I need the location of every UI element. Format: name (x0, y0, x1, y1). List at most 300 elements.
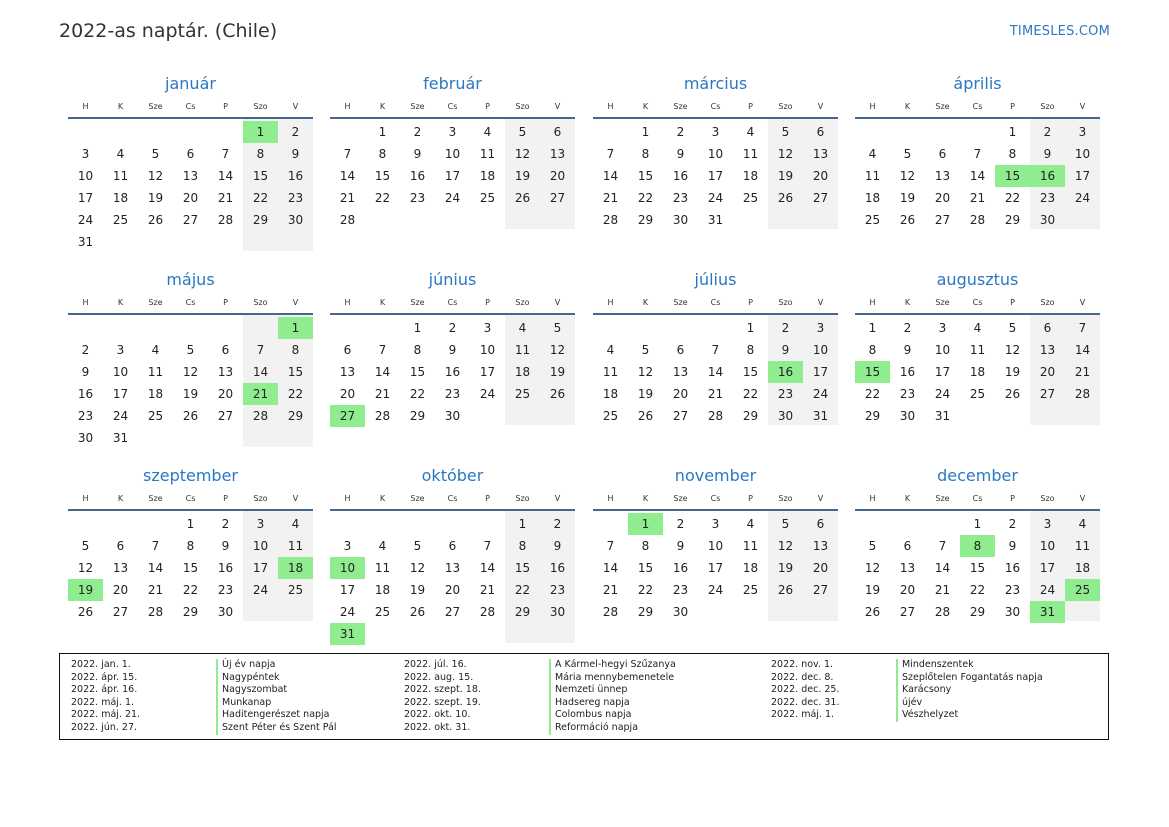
day-cell: 16 (672, 561, 689, 575)
month-name: május (166, 270, 215, 289)
day-cell: 1 (641, 125, 650, 139)
day-cell: 14 (602, 169, 619, 183)
day-cell: 18 (374, 583, 391, 597)
day-cell: 9 (81, 365, 90, 379)
day-cell: 3 (711, 517, 720, 531)
day-cell: 30 (77, 431, 94, 445)
weekday-header: V (554, 494, 561, 503)
weekday-header: K (379, 298, 386, 307)
day-cell: 1 (186, 517, 195, 531)
weekday-header: H (869, 298, 876, 307)
day-cell: 31 (934, 409, 951, 423)
month-name: december (937, 466, 1018, 485)
day-cell: 13 (672, 365, 689, 379)
header-rule (68, 509, 313, 511)
day-cell: 12 (899, 169, 916, 183)
day-cell: 15 (969, 561, 986, 575)
day-cell: 29 (514, 605, 531, 619)
day-cell: 9 (1043, 147, 1052, 161)
holiday-day-cell: 10 (330, 557, 365, 579)
month-december (855, 466, 1100, 656)
day-cell: 30 (672, 605, 689, 619)
weekday-header: Sze (410, 494, 425, 503)
day-cell: 26 (549, 387, 566, 401)
holiday-date: 2022. szept. 18. (404, 684, 481, 696)
weekday-header: Sze (935, 494, 950, 503)
holiday-day-cell: 8 (960, 535, 995, 557)
day-cell: 29 (1004, 213, 1021, 227)
day-cell: 25 (969, 387, 986, 401)
day-cell: 22 (514, 583, 531, 597)
month-name: október (421, 466, 484, 485)
day-cell: 18 (602, 387, 619, 401)
holiday-name: Karácsony (896, 684, 951, 697)
holiday-name: Szeplőtelen Fogantatás napja (896, 672, 1043, 685)
day-cell: 16 (672, 169, 689, 183)
day-cell: 29 (742, 409, 759, 423)
day-cell: 10 (1039, 539, 1056, 553)
day-cell: 7 (1078, 321, 1087, 335)
day-cell: 21 (1074, 365, 1091, 379)
holiday-name: Nagypéntek (216, 672, 280, 685)
holiday-date: 2022. jan. 1. (71, 659, 131, 670)
day-cell: 28 (1074, 387, 1091, 401)
day-cell: 1 (973, 517, 982, 531)
weekday-header: Sze (148, 102, 163, 111)
holiday-date: 2022. okt. 10. (404, 709, 471, 721)
day-cell: 14 (1074, 343, 1091, 357)
weekday-header: H (344, 298, 351, 307)
day-cell: 2 (448, 321, 457, 335)
day-cell: 12 (1004, 343, 1021, 357)
weekday-header: Cs (710, 494, 721, 503)
weekday-header: P (485, 494, 490, 503)
day-cell: 31 (812, 409, 829, 423)
day-cell: 8 (413, 343, 422, 357)
day-cell: 11 (287, 539, 304, 553)
day-cell: 5 (81, 539, 90, 553)
weekday-header: V (554, 298, 561, 307)
day-cell: 29 (637, 213, 654, 227)
day-cell: 30 (549, 605, 566, 619)
holiday-name: Új év napja (216, 659, 275, 672)
day-cell: 19 (409, 583, 426, 597)
day-cell: 8 (641, 539, 650, 553)
day-cell: 26 (777, 191, 794, 205)
day-cell: 27 (1039, 387, 1056, 401)
holiday-day-cell: 16 (768, 361, 803, 383)
day-cell: 25 (864, 213, 881, 227)
day-cell: 4 (606, 343, 615, 357)
weekday-header: K (642, 494, 649, 503)
day-cell: 4 (378, 539, 387, 553)
day-cell: 3 (448, 125, 457, 139)
day-cell: 20 (934, 191, 951, 205)
weekday-header: P (223, 494, 228, 503)
day-cell: 12 (514, 147, 531, 161)
day-cell: 18 (479, 169, 496, 183)
day-cell: 20 (549, 169, 566, 183)
weekday-header: K (904, 298, 911, 307)
day-cell: 10 (812, 343, 829, 357)
day-cell: 22 (182, 583, 199, 597)
day-cell: 29 (252, 213, 269, 227)
weekday-header: K (904, 494, 911, 503)
weekday-header: Sze (673, 102, 688, 111)
day-cell: 19 (777, 169, 794, 183)
weekday-header: Szo (515, 298, 530, 307)
day-cell: 11 (969, 343, 986, 357)
day-cell: 16 (549, 561, 566, 575)
day-cell: 26 (899, 213, 916, 227)
day-cell: 14 (217, 169, 234, 183)
holiday-name: Vészhelyzet (896, 709, 958, 722)
day-cell: 21 (479, 583, 496, 597)
day-cell: 17 (707, 561, 724, 575)
day-cell: 21 (707, 387, 724, 401)
day-cell: 20 (444, 583, 461, 597)
day-cell: 10 (77, 169, 94, 183)
day-cell: 23 (287, 191, 304, 205)
holiday-name: Mindenszentek (896, 659, 974, 672)
day-cell: 13 (812, 147, 829, 161)
day-cell: 7 (483, 539, 492, 553)
weekday-header: H (344, 494, 351, 503)
day-cell: 11 (1074, 539, 1091, 553)
day-cell: 29 (864, 409, 881, 423)
holiday-date: 2022. júl. 16. (404, 659, 467, 670)
weekday-header: V (1079, 494, 1086, 503)
day-cell: 8 (291, 343, 300, 357)
day-cell: 9 (781, 343, 790, 357)
day-cell: 25 (742, 583, 759, 597)
day-cell: 6 (1043, 321, 1052, 335)
day-cell: 14 (479, 561, 496, 575)
day-cell: 3 (816, 321, 825, 335)
weekday-header: Sze (148, 494, 163, 503)
day-cell: 14 (339, 169, 356, 183)
day-cell: 22 (742, 387, 759, 401)
day-cell: 30 (777, 409, 794, 423)
day-cell: 25 (514, 387, 531, 401)
day-cell: 20 (112, 583, 129, 597)
day-cell: 24 (707, 191, 724, 205)
holiday-date: 2022. nov. 1. (771, 659, 834, 670)
holiday-name: Colombus napja (549, 709, 632, 722)
weekday-header: H (82, 298, 89, 307)
month-június (330, 270, 575, 460)
day-cell: 13 (934, 169, 951, 183)
day-cell: 15 (252, 169, 269, 183)
day-cell: 3 (1078, 125, 1087, 139)
day-cell: 19 (864, 583, 881, 597)
header-rule (68, 117, 313, 119)
day-cell: 22 (1004, 191, 1021, 205)
day-cell: 12 (637, 365, 654, 379)
day-cell: 4 (518, 321, 527, 335)
day-cell: 4 (483, 125, 492, 139)
day-cell: 17 (812, 365, 829, 379)
day-cell: 6 (553, 125, 562, 139)
day-cell: 26 (864, 605, 881, 619)
day-cell: 14 (252, 365, 269, 379)
day-cell: 6 (903, 539, 912, 553)
header-rule (593, 509, 838, 511)
day-cell: 10 (707, 539, 724, 553)
day-cell: 11 (147, 365, 164, 379)
day-cell: 7 (606, 539, 615, 553)
day-cell: 26 (182, 409, 199, 423)
day-cell: 4 (973, 321, 982, 335)
day-cell: 18 (147, 387, 164, 401)
day-cell: 8 (518, 539, 527, 553)
day-cell: 17 (934, 365, 951, 379)
day-cell: 24 (479, 387, 496, 401)
weekday-header: H (607, 494, 614, 503)
day-cell: 19 (147, 191, 164, 205)
day-cell: 15 (182, 561, 199, 575)
weekday-header: P (1010, 102, 1015, 111)
month-augusztus (855, 270, 1100, 460)
day-cell: 12 (409, 561, 426, 575)
day-cell: 23 (409, 191, 426, 205)
weekday-header: Cs (447, 494, 458, 503)
weekday-header: V (1079, 298, 1086, 307)
day-cell: 4 (1078, 517, 1087, 531)
day-cell: 26 (514, 191, 531, 205)
day-cell: 19 (637, 387, 654, 401)
day-cell: 1 (1008, 125, 1017, 139)
day-cell: 26 (637, 409, 654, 423)
day-cell: 11 (602, 365, 619, 379)
day-cell: 22 (409, 387, 426, 401)
weekday-header: K (379, 102, 386, 111)
weekday-header: Cs (447, 298, 458, 307)
day-cell: 28 (602, 605, 619, 619)
brand-link[interactable]: TIMESLES.COM (1009, 24, 1110, 39)
holiday-date: 2022. ápr. 16. (71, 684, 138, 696)
weekday-header: P (223, 298, 228, 307)
day-cell: 30 (1004, 605, 1021, 619)
day-cell: 21 (934, 583, 951, 597)
holiday-name: Reformáció napja (549, 722, 638, 735)
day-cell: 18 (742, 561, 759, 575)
day-cell: 19 (899, 191, 916, 205)
holiday-date: 2022. aug. 15. (404, 671, 474, 683)
day-cell: 2 (413, 125, 422, 139)
weekday-header: Szo (515, 494, 530, 503)
holiday-date: 2022. máj. 21. (71, 709, 141, 721)
weekday-header: Szo (778, 494, 793, 503)
day-cell: 5 (553, 321, 562, 335)
day-cell: 6 (186, 147, 195, 161)
day-cell: 5 (868, 539, 877, 553)
day-cell: 10 (252, 539, 269, 553)
weekday-header: Sze (935, 298, 950, 307)
day-cell: 11 (514, 343, 531, 357)
weekday-header: Sze (410, 298, 425, 307)
holiday-name: Munkanap (216, 697, 271, 710)
weekday-header: P (748, 102, 753, 111)
month-november (593, 466, 838, 656)
day-cell: 16 (409, 169, 426, 183)
day-cell: 8 (641, 147, 650, 161)
day-cell: 30 (899, 409, 916, 423)
day-cell: 28 (252, 409, 269, 423)
day-cell: 16 (1004, 561, 1021, 575)
day-cell: 11 (742, 147, 759, 161)
day-cell: 30 (217, 605, 234, 619)
day-cell: 7 (711, 343, 720, 357)
header-rule (855, 117, 1100, 119)
day-cell: 24 (444, 191, 461, 205)
day-cell: 8 (256, 147, 265, 161)
weekday-header: Szo (778, 298, 793, 307)
month-január (68, 74, 313, 264)
day-cell: 23 (217, 583, 234, 597)
day-cell: 11 (112, 169, 129, 183)
weekday-header: P (1010, 494, 1015, 503)
day-cell: 26 (777, 583, 794, 597)
day-cell: 6 (343, 343, 352, 357)
weekday-header: Szo (1040, 102, 1055, 111)
day-cell: 9 (553, 539, 562, 553)
day-cell: 1 (413, 321, 422, 335)
day-cell: 27 (182, 213, 199, 227)
day-cell: 3 (256, 517, 265, 531)
day-cell: 3 (81, 147, 90, 161)
weekday-header: Cs (710, 298, 721, 307)
month-name: január (165, 74, 216, 93)
day-cell: 7 (378, 343, 387, 357)
day-cell: 7 (256, 343, 265, 357)
day-cell: 31 (112, 431, 129, 445)
header-rule (593, 313, 838, 315)
day-cell: 21 (339, 191, 356, 205)
day-cell: 6 (448, 539, 457, 553)
day-cell: 13 (549, 147, 566, 161)
day-cell: 24 (112, 409, 129, 423)
day-cell: 15 (514, 561, 531, 575)
day-cell: 6 (221, 343, 230, 357)
weekday-header: Cs (972, 102, 983, 111)
day-cell: 9 (1008, 539, 1017, 553)
day-cell: 26 (147, 213, 164, 227)
day-cell: 22 (252, 191, 269, 205)
weekday-header: P (223, 102, 228, 111)
day-cell: 2 (221, 517, 230, 531)
day-cell: 27 (899, 605, 916, 619)
day-cell: 4 (116, 147, 125, 161)
day-cell: 30 (444, 409, 461, 423)
holiday-day-cell: 25 (1065, 579, 1100, 601)
day-cell: 27 (672, 409, 689, 423)
day-cell: 17 (252, 561, 269, 575)
day-cell: 3 (483, 321, 492, 335)
day-cell: 23 (1004, 583, 1021, 597)
weekday-header: K (642, 102, 649, 111)
day-cell: 21 (602, 191, 619, 205)
day-cell: 15 (374, 169, 391, 183)
day-cell: 28 (934, 605, 951, 619)
day-cell: 27 (812, 191, 829, 205)
day-cell: 15 (637, 561, 654, 575)
holiday-name: Nemzeti ünnep (549, 684, 627, 697)
day-cell: 18 (864, 191, 881, 205)
day-cell: 14 (602, 561, 619, 575)
weekday-header: V (817, 298, 824, 307)
day-cell: 21 (602, 583, 619, 597)
day-cell: 2 (676, 517, 685, 531)
day-cell: 25 (374, 605, 391, 619)
day-cell: 4 (291, 517, 300, 531)
day-cell: 25 (287, 583, 304, 597)
holiday-day-cell: 1 (243, 121, 278, 143)
day-cell: 5 (1008, 321, 1017, 335)
holiday-date: 2022. okt. 31. (404, 721, 471, 733)
day-cell: 9 (291, 147, 300, 161)
day-cell: 13 (339, 365, 356, 379)
header-rule (855, 313, 1100, 315)
day-cell: 2 (553, 517, 562, 531)
day-cell: 3 (343, 539, 352, 553)
day-cell: 5 (413, 539, 422, 553)
day-cell: 4 (746, 125, 755, 139)
day-cell: 12 (864, 561, 881, 575)
holiday-name: Szent Péter és Szent Pál (216, 722, 337, 735)
day-cell: 7 (938, 539, 947, 553)
holiday-day-cell: 15 (995, 165, 1030, 187)
day-cell: 31 (77, 235, 94, 249)
day-cell: 6 (676, 343, 685, 357)
holiday-day-cell: 15 (855, 361, 890, 383)
day-cell: 13 (1039, 343, 1056, 357)
day-cell: 24 (339, 605, 356, 619)
day-cell: 20 (1039, 365, 1056, 379)
holiday-date: 2022. szept. 19. (404, 696, 481, 708)
day-cell: 6 (938, 147, 947, 161)
day-cell: 24 (934, 387, 951, 401)
holiday-name: Haditengerészet napja (216, 709, 330, 722)
holiday-date: 2022. máj. 1. (771, 709, 835, 721)
page-title: 2022-as naptár. (Chile) (59, 20, 278, 42)
header-rule (330, 117, 575, 119)
day-cell: 9 (413, 147, 422, 161)
day-cell: 28 (602, 213, 619, 227)
header-rule (855, 509, 1100, 511)
day-cell: 17 (707, 169, 724, 183)
weekday-header: Szo (253, 494, 268, 503)
day-cell: 8 (746, 343, 755, 357)
day-cell: 29 (182, 605, 199, 619)
day-cell: 6 (116, 539, 125, 553)
day-cell: 16 (77, 387, 94, 401)
holiday-list (59, 653, 1109, 740)
day-cell: 3 (116, 343, 125, 357)
weekday-header: Sze (673, 298, 688, 307)
weekday-header: P (485, 102, 490, 111)
day-cell: 28 (479, 605, 496, 619)
day-cell: 11 (864, 169, 881, 183)
day-cell: 23 (777, 387, 794, 401)
holiday-day-cell: 21 (243, 383, 278, 405)
weekday-header: Cs (972, 494, 983, 503)
day-cell: 5 (781, 517, 790, 531)
day-cell: 7 (606, 147, 615, 161)
holiday-date: 2022. dec. 31. (771, 696, 840, 708)
day-cell: 17 (444, 169, 461, 183)
day-cell: 22 (374, 191, 391, 205)
